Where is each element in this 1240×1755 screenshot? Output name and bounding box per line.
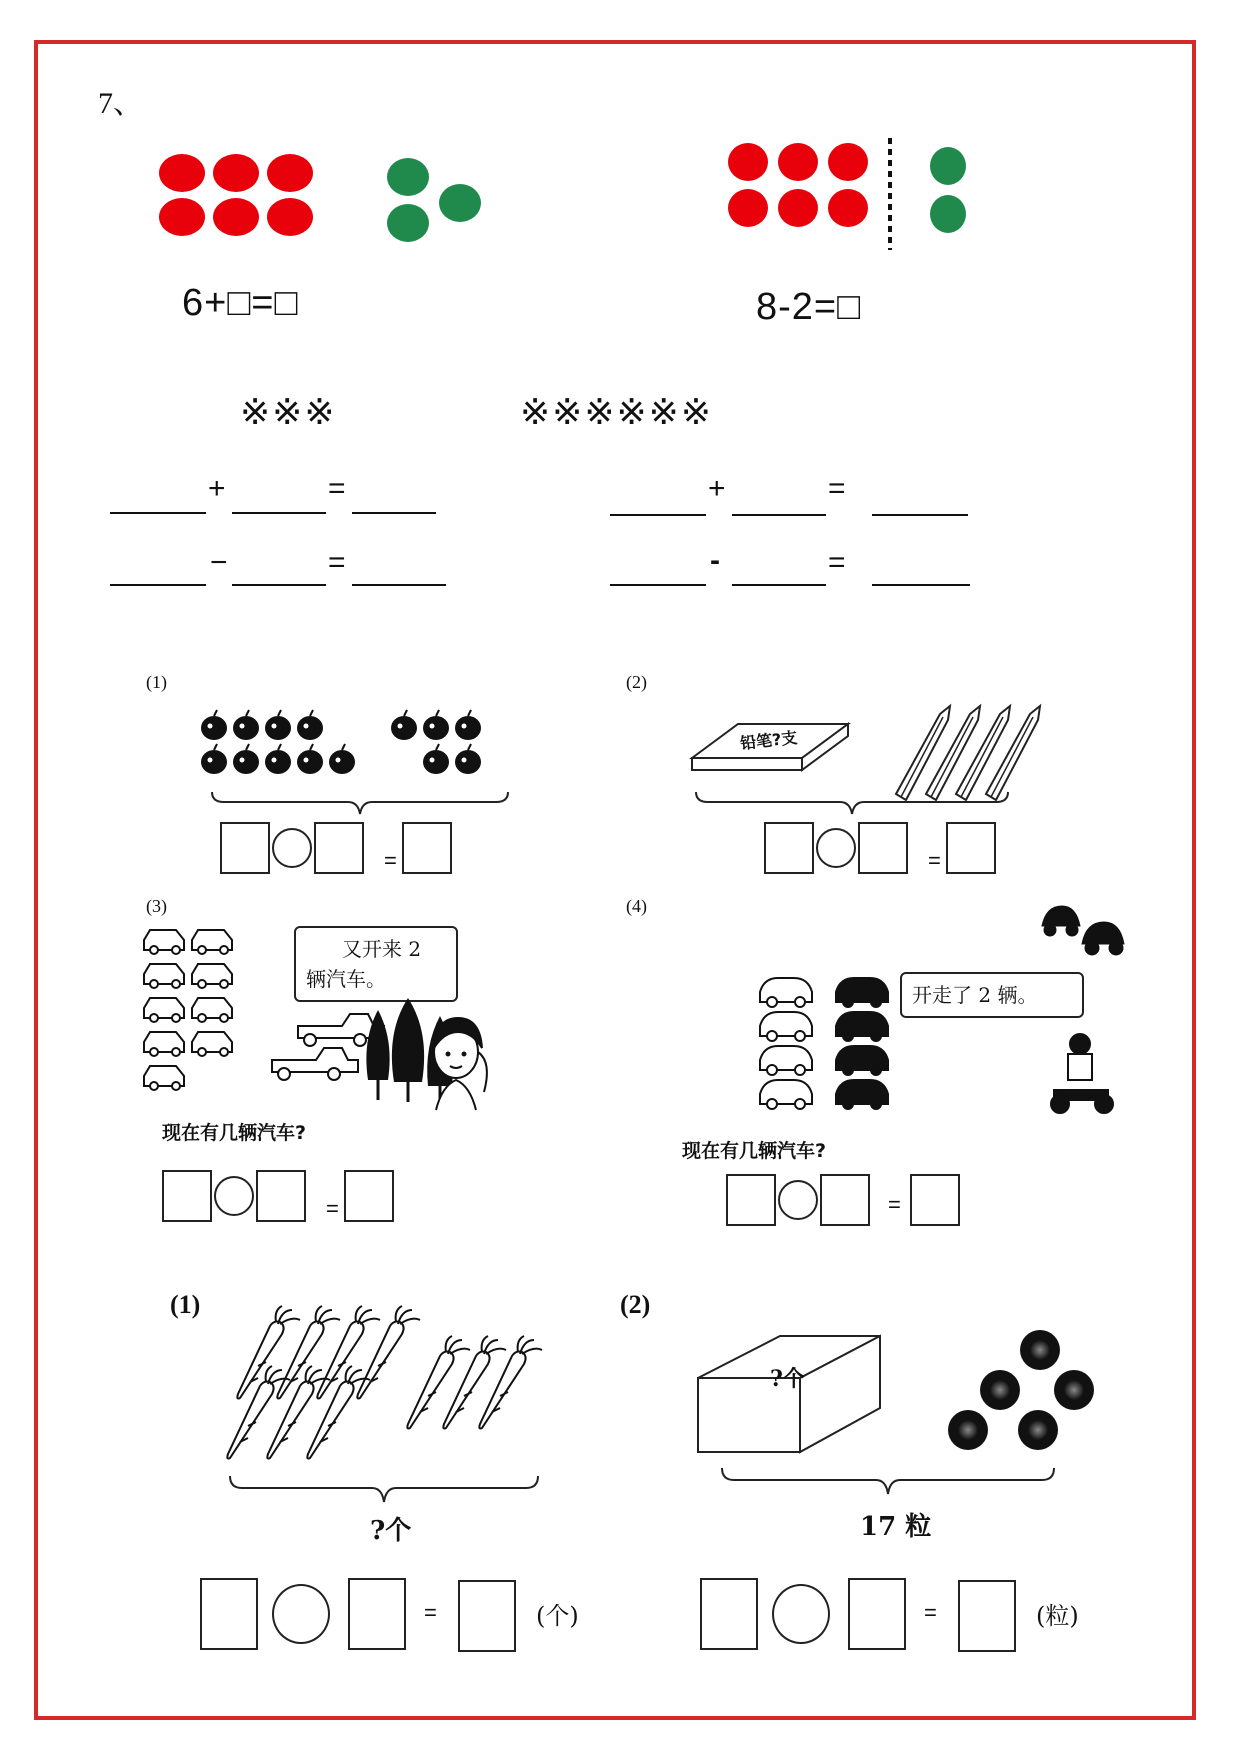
answer-blank[interactable] [610,584,706,586]
apple-icon [233,710,259,740]
speech-bubble: 开走了 2 辆。 [900,972,1084,1018]
problem-label: (3) [146,896,167,916]
car-icon [836,1080,888,1109]
equals-sign: = [888,1192,901,1217]
car-icon [192,964,232,988]
carrot-icon [479,1336,542,1429]
stars-left: ※※※ [240,392,337,433]
answer-box[interactable] [764,822,814,874]
pencil-icon-group [890,702,1040,802]
carrot-icon [407,1336,470,1429]
apple-icon [201,710,227,740]
answer-blank[interactable] [872,584,970,586]
problem-label: (1) [146,672,167,692]
operator-circle[interactable] [272,828,312,868]
bubble-text: 辆汽车。 [306,967,386,991]
minus-sign: - [710,544,720,577]
answer-box[interactable] [220,822,270,874]
answer-blank[interactable] [232,512,326,514]
car-icon [144,1032,184,1056]
plus-sign: + [708,472,726,505]
apple-icon [391,710,417,740]
answer-blank[interactable] [110,584,206,586]
scooter-icon [1048,1030,1118,1114]
car-icon-group [756,970,906,1120]
car-icon [144,998,184,1022]
question-text: 现在有几辆汽车? [162,1122,307,1144]
answer-box[interactable] [344,1170,394,1222]
carrot-icon [443,1336,506,1429]
answer-blank[interactable] [352,584,446,586]
problem-label: (2) [626,672,647,692]
question-number: 7、 [98,87,143,120]
apple-icon [265,710,291,740]
girl-icon [422,1012,492,1112]
equals-sign: = [384,848,397,873]
dots-group-left [150,145,490,255]
answer-blank[interactable] [872,514,968,516]
car-icon [760,1012,812,1041]
bubble-text: 又开来 2 [342,937,422,961]
ball-icon-group [946,1324,1096,1454]
answer-box[interactable] [256,1170,306,1222]
book-label: 铅笔?支 [739,728,799,753]
apple-icon [329,744,355,774]
brace [228,1474,540,1504]
car-icon [760,1046,812,1075]
answer-box[interactable] [458,1580,516,1652]
car-icon-group [140,920,250,1100]
apple-icon [233,744,259,774]
operator-circle[interactable] [272,1584,330,1644]
apple-icon [423,710,449,740]
answer-blank[interactable] [610,514,706,516]
unit-label: (粒) [1036,1602,1079,1630]
equals-sign: = [924,1600,937,1625]
apple-icon-group [200,706,520,786]
answer-box[interactable] [946,822,996,874]
brace [720,1466,1056,1496]
answer-box[interactable] [910,1174,960,1226]
answer-box[interactable] [858,822,908,874]
equals-sign: = [328,546,346,579]
car-icon [192,998,232,1022]
dots-group-right [722,138,972,258]
car-icon [760,978,812,1007]
cars-leaving-icon [1036,896,1132,962]
car-icon [760,1080,812,1109]
apple-icon [201,744,227,774]
car-icon [144,930,184,954]
car-icon [836,1012,888,1041]
stars-right: ※※※※※※ [520,392,713,433]
answer-box[interactable] [958,1580,1016,1652]
answer-box[interactable] [820,1174,870,1226]
apple-icon [455,744,481,774]
car-icon [144,1066,184,1090]
answer-blank[interactable] [732,514,826,516]
answer-box[interactable] [348,1578,406,1650]
equation-left: 6+□=□ [182,282,299,324]
equals-sign: = [928,848,941,873]
total-label: 17 粒 [860,1512,932,1542]
car-icon [192,1032,232,1056]
brace [694,790,1010,816]
answer-box[interactable] [402,822,452,874]
equals-sign: = [828,472,846,505]
problem-label: (1) [170,1290,201,1319]
operator-circle[interactable] [778,1180,818,1220]
equals-sign: = [326,1196,339,1221]
car-icon [192,930,232,954]
apple-icon [455,710,481,740]
answer-blank[interactable] [232,584,326,586]
equals-sign: = [424,1600,437,1625]
operator-circle[interactable] [214,1176,254,1216]
box-label: ?个 [770,1366,805,1392]
car-icon [144,964,184,988]
answer-box[interactable] [700,1578,758,1650]
question-text: 现在有几辆汽车? [682,1140,827,1162]
answer-blank[interactable] [352,512,436,514]
car-icon [836,1046,888,1075]
carrot-icon-group [210,1302,570,1472]
apple-icon [423,744,449,774]
apple-icon [297,710,323,740]
problem-label: (2) [620,1290,651,1319]
operator-circle[interactable] [816,828,856,868]
equals-sign: = [328,472,346,505]
apple-icon [297,744,323,774]
answer-blank[interactable] [732,584,826,586]
equals-sign: = [828,546,846,579]
operator-circle[interactable] [772,1584,830,1644]
answer-box[interactable] [848,1578,906,1650]
problem-label: (4) [626,896,647,916]
equation-right: 8-2=□ [756,286,862,328]
answer-blank[interactable] [110,512,206,514]
minus-sign: − [210,546,228,579]
plus-sign: + [208,472,226,505]
brace [210,790,510,816]
apple-icon [265,744,291,774]
box-icon [696,1334,882,1456]
unit-label: (个) [536,1602,579,1630]
car-icon [836,978,888,1007]
answer-box[interactable] [162,1170,212,1222]
answer-box[interactable] [200,1578,258,1650]
total-label: ?个 [370,1516,412,1546]
answer-box[interactable] [314,822,364,874]
carrot-icon [227,1366,290,1459]
answer-box[interactable] [726,1174,776,1226]
